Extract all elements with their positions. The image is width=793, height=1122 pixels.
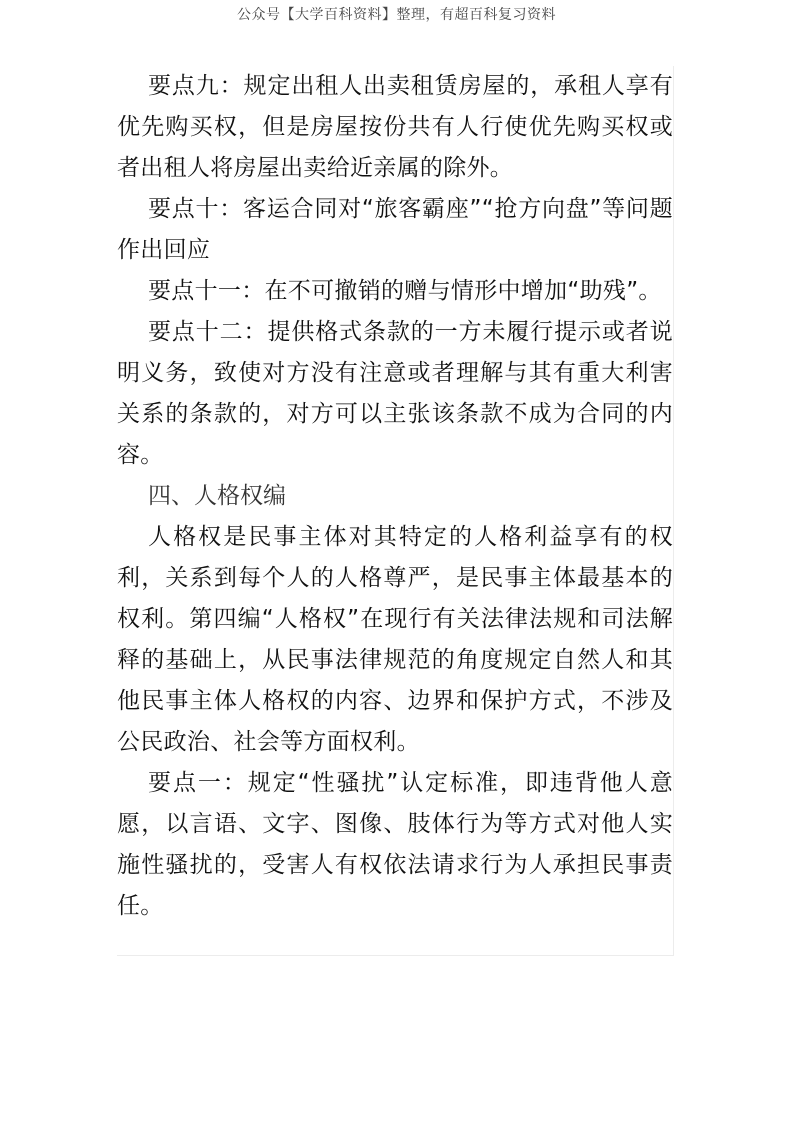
document-body — [117, 66, 674, 956]
paragraph-point-ten: 要点十：客运合同对“旅客霸座”“抢方向盘”等问题作出回应 — [117, 196, 673, 263]
paragraph-personality-rights-intro: 人格权是民事主体对其特定的人格利益享有的权利，关系到每个人的人格尊严，是民事主体最基本的权利。第四编“人格权”在现行有关法律法规和司法解释的基础上，从民事法律规范的角度规定自然人和其他民事主体人格权的内容、边界和保护方式，不涉及公民政治、社会等方面权利。 — [117, 524, 673, 755]
paragraph-point-twelve: 要点十二：提供格式条款的一方未履行提示或者说明义务，致使对方没有注意或者理解与其有重大利害关系的条款的，对方可以主张该条款不成为合同的内容。 — [117, 319, 673, 468]
page-header: 公众号【大学百科资料】整理，有超百科复习资料 — [237, 7, 556, 23]
paragraph-point-nine: 要点九：规定出租人出卖租赁房屋的，承租人享有优先购买权，但是房屋按份共有人行使优先购买权或者出租人将房屋出卖给近亲属的除外。 — [117, 73, 673, 181]
paragraph-point-one: 要点一：规定“性骚扰”认定标准，即违背他人意愿，以言语、文字、图像、肢体行为等方式对他人实施性骚扰的，受害人有权依法请求行为人承担民事责任。 — [117, 770, 673, 919]
paragraph-point-eleven: 要点十一：在不可撤销的赠与情形中增加“助残”。 — [148, 278, 662, 304]
section-heading: 四、人格权编 — [148, 483, 286, 509]
